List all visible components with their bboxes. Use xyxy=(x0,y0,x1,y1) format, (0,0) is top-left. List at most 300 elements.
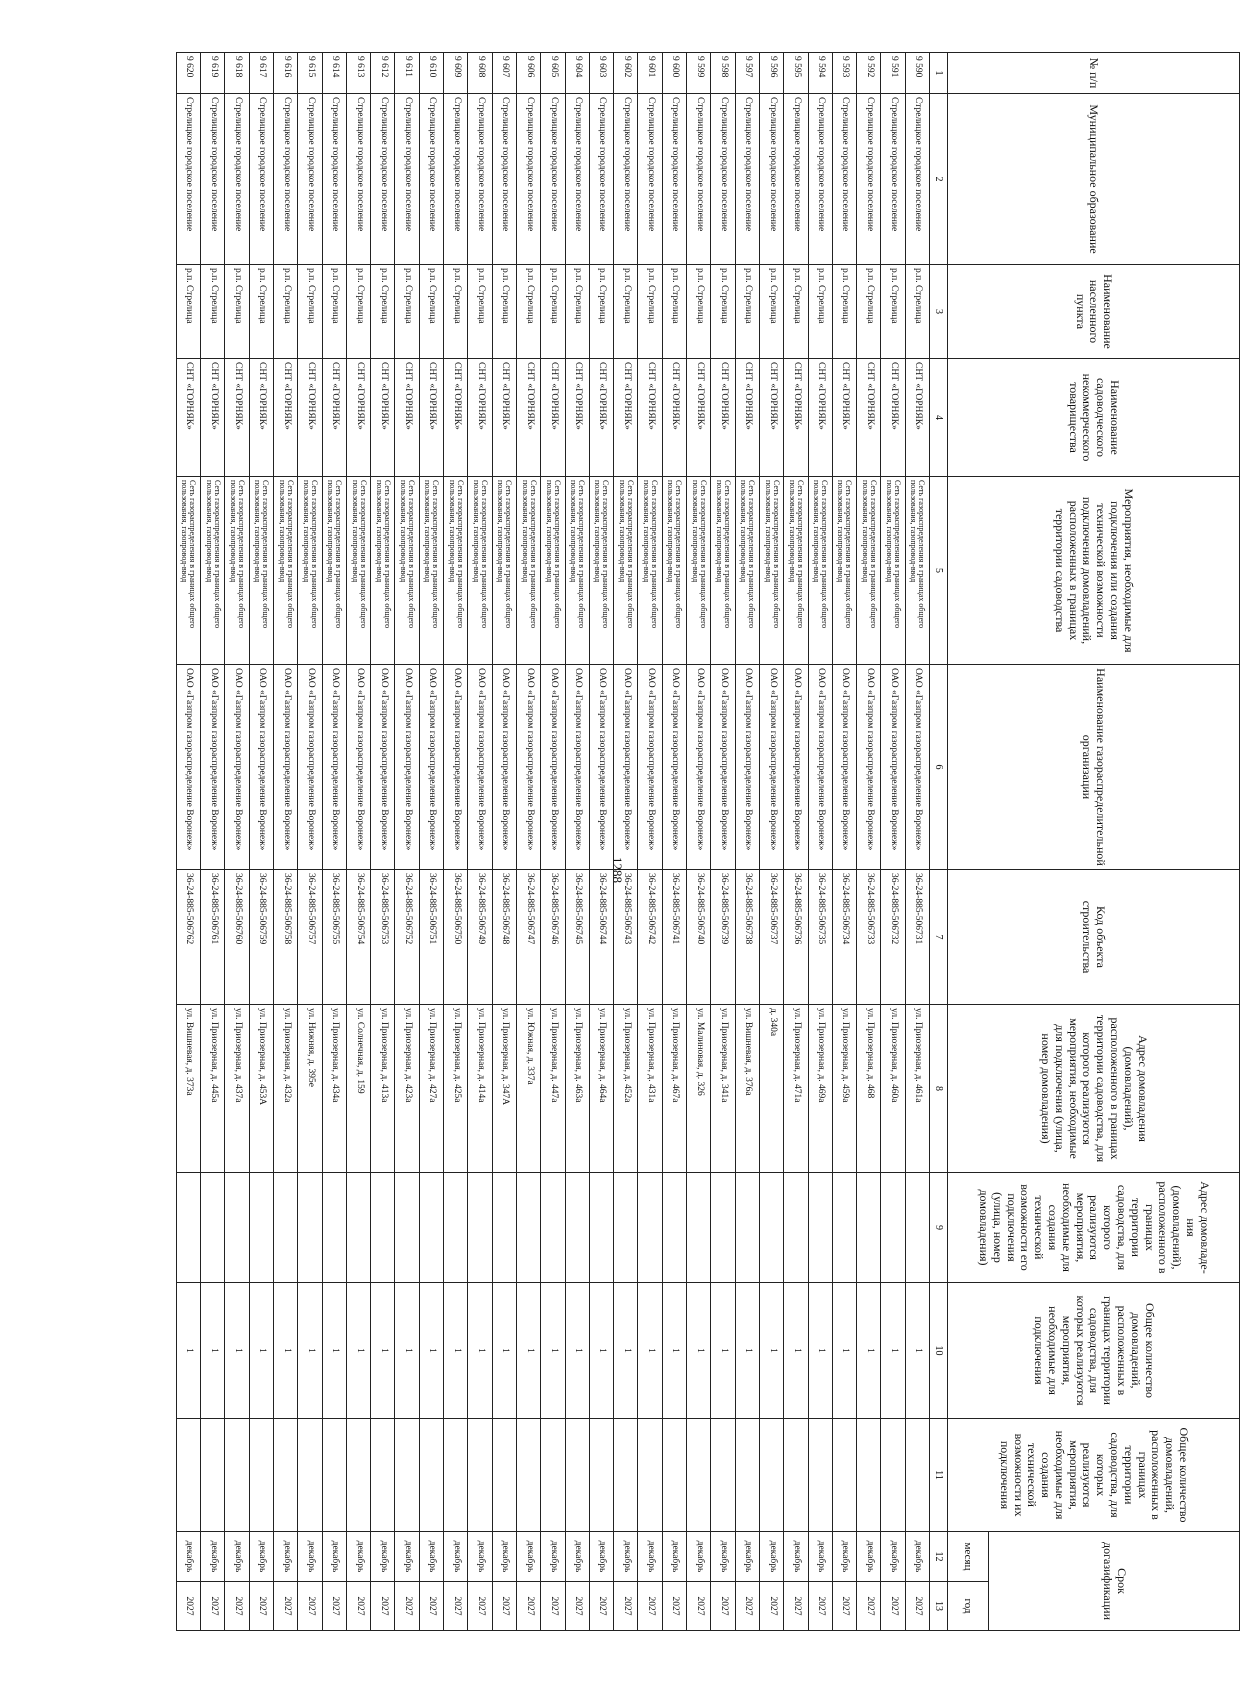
cell-gas-org: ОАО «Газпром газораспределение Воронеж» xyxy=(516,665,540,870)
cell-address-technical xyxy=(857,1173,881,1283)
cell-count-technical xyxy=(468,1419,492,1532)
cell-snt-name: СНТ «ГОРНЯК» xyxy=(492,359,516,477)
cell-measures: Сеть газораспределения в границах общего пользования, газопровод-ввод xyxy=(492,477,516,665)
cell-address-connection: ул. Приозерная, д. 469а xyxy=(808,1005,832,1173)
cell-row-number: 9 611 xyxy=(395,53,419,94)
cell-settlement: р.п. Стрелица xyxy=(565,265,589,359)
cell-year: 2027 xyxy=(711,1582,735,1631)
cell-address-connection: ул. Приозерная, д. 431а xyxy=(638,1005,662,1173)
cell-row-number: 9 600 xyxy=(662,53,686,94)
cell-measures: Сеть газораспределения в границах общего пользования, газопровод-ввод xyxy=(419,477,443,665)
cell-count-technical xyxy=(759,1419,783,1532)
cell-gas-org: ОАО «Газпром газораспределение Воронеж» xyxy=(687,665,711,870)
cell-gas-org: ОАО «Газпром газораспределение Воронеж» xyxy=(808,665,832,870)
cell-count-connection: 1 xyxy=(881,1283,905,1419)
cell-count-connection: 1 xyxy=(784,1283,808,1419)
table-row xyxy=(832,53,856,1631)
cell-object-code: 36-24-885-506753 xyxy=(371,870,395,1005)
cell-object-code: 36-24-885-506744 xyxy=(589,870,613,1005)
cell-year: 2027 xyxy=(225,1582,249,1631)
cell-gas-org: ОАО «Газпром газораспределение Воронеж» xyxy=(468,665,492,870)
table-row xyxy=(298,53,322,1631)
cell-address-technical xyxy=(759,1173,783,1283)
cell-settlement: р.п. Стрелица xyxy=(638,265,662,359)
cell-address-technical xyxy=(541,1173,565,1283)
cell-object-code: 36-24-885-506759 xyxy=(249,870,273,1005)
table-row xyxy=(565,53,589,1631)
cell-month: декабрь xyxy=(249,1532,273,1582)
cell-row-number: 9 619 xyxy=(201,53,225,94)
cell-object-code: 36-24-885-506738 xyxy=(735,870,759,1005)
cell-measures: Сеть газораспределения в границах общего пользования, газопровод-ввод xyxy=(662,477,686,665)
cell-settlement: р.п. Стрелица xyxy=(662,265,686,359)
cell-month: декабрь xyxy=(395,1532,419,1582)
table-row xyxy=(687,53,711,1631)
cell-count-connection: 1 xyxy=(832,1283,856,1419)
cell-snt-name: СНТ «ГОРНЯК» xyxy=(662,359,686,477)
cell-object-code: 36-24-885-506748 xyxy=(492,870,516,1005)
cell-settlement: р.п. Стрелица xyxy=(735,265,759,359)
cell-month: декабрь xyxy=(492,1532,516,1582)
cell-object-code: 36-24-885-506762 xyxy=(176,870,200,1005)
cell-gas-org: ОАО «Газпром газораспределение Воронеж» xyxy=(832,665,856,870)
cell-measures: Сеть газораспределения в границах общего пользования, газопровод-ввод xyxy=(468,477,492,665)
cell-municipality: Стрелицкое городское поселение xyxy=(176,94,200,265)
header-object-code: Код объекта строительства xyxy=(948,870,1240,1005)
cell-municipality: Стрелицкое городское поселение xyxy=(881,94,905,265)
cell-month: декабрь xyxy=(857,1532,881,1582)
cell-count-connection: 1 xyxy=(298,1283,322,1419)
cell-count-technical xyxy=(711,1419,735,1532)
cell-address-connection: ул. Приозерная, д. 413а xyxy=(371,1005,395,1173)
cell-municipality: Стрелицкое городское поселение xyxy=(468,94,492,265)
cell-object-code: 36-24-885-506739 xyxy=(711,870,735,1005)
cell-municipality: Стрелицкое городское поселение xyxy=(201,94,225,265)
cell-month: декабрь xyxy=(201,1532,225,1582)
cell-measures: Сеть газораспределения в границах общего пользования, газопровод-ввод xyxy=(249,477,273,665)
cell-address-connection: ул. Приозерная, д. 447а xyxy=(541,1005,565,1173)
cell-row-number: 9 614 xyxy=(322,53,346,94)
cell-row-number: 9 595 xyxy=(784,53,808,94)
cell-gas-org: ОАО «Газпром газораспределение Воронеж» xyxy=(662,665,686,870)
cell-address-connection: ул. Приозерная, д. 460а xyxy=(881,1005,905,1173)
cell-object-code: 36-24-885-506749 xyxy=(468,870,492,1005)
cell-row-number: 9 613 xyxy=(346,53,370,94)
cell-municipality: Стрелицкое городское поселение xyxy=(298,94,322,265)
cell-address-technical xyxy=(589,1173,613,1283)
cell-address-connection: ул. Приозерная, д. 445а xyxy=(201,1005,225,1173)
cell-month: декабрь xyxy=(346,1532,370,1582)
cell-gas-org: ОАО «Газпром газораспределение Воронеж» xyxy=(322,665,346,870)
cell-address-connection: ул. Приозерная, д. 459а xyxy=(832,1005,856,1173)
cell-address-connection: ул. Приозерная, д. 423а xyxy=(395,1005,419,1173)
cell-address-technical xyxy=(711,1173,735,1283)
cell-municipality: Стрелицкое городское поселение xyxy=(395,94,419,265)
cell-count-technical xyxy=(298,1419,322,1532)
cell-month: декабрь xyxy=(711,1532,735,1582)
cell-municipality: Стрелицкое городское поселение xyxy=(808,94,832,265)
cell-count-technical xyxy=(541,1419,565,1532)
cell-object-code: 36-24-885-506741 xyxy=(662,870,686,1005)
cell-object-code: 36-24-885-506743 xyxy=(614,870,638,1005)
cell-object-code: 36-24-885-506742 xyxy=(638,870,662,1005)
cell-address-technical xyxy=(201,1173,225,1283)
cell-gas-org: ОАО «Газпром газораспределение Воронеж» xyxy=(711,665,735,870)
table-row xyxy=(516,53,540,1631)
cell-gas-org: ОАО «Газпром газораспределение Воронеж» xyxy=(176,665,200,870)
cell-snt-name: СНТ «ГОРНЯК» xyxy=(516,359,540,477)
cell-address-connection: ул. Приозерная, д. 471а xyxy=(784,1005,808,1173)
cell-object-code: 36-24-885-506760 xyxy=(225,870,249,1005)
cell-gas-org: ОАО «Газпром газораспределение Воронеж» xyxy=(565,665,589,870)
cell-snt-name: СНТ «ГОРНЯК» xyxy=(735,359,759,477)
header-deadline: Срок догазификации xyxy=(989,1532,1240,1631)
cell-gas-org: ОАО «Газпром газораспределение Воронеж» xyxy=(249,665,273,870)
cell-row-number: 9 617 xyxy=(249,53,273,94)
cell-object-code: 36-24-885-506734 xyxy=(832,870,856,1005)
cell-snt-name: СНТ «ГОРНЯК» xyxy=(808,359,832,477)
cell-count-technical xyxy=(614,1419,638,1532)
cell-address-technical xyxy=(808,1173,832,1283)
cell-gas-org: ОАО «Газпром газораспределение Воронеж» xyxy=(346,665,370,870)
cell-measures: Сеть газораспределения в границах общего пользования, газопровод-ввод xyxy=(857,477,881,665)
cell-gas-org: ОАО «Газпром газораспределение Воронеж» xyxy=(444,665,468,870)
cell-address-connection: ул. Приозерная, д. 437а xyxy=(225,1005,249,1173)
cell-measures: Сеть газораспределения в границах общего пользования, газопровод-ввод xyxy=(298,477,322,665)
cell-address-technical xyxy=(273,1173,297,1283)
cell-gas-org: ОАО «Газпром газораспределение Воронеж» xyxy=(905,665,929,870)
cell-count-technical xyxy=(371,1419,395,1532)
cell-count-connection: 1 xyxy=(541,1283,565,1419)
cell-address-technical xyxy=(346,1173,370,1283)
header-row-number: № п/п xyxy=(948,53,1240,94)
cell-row-number: 9 597 xyxy=(735,53,759,94)
cell-address-technical xyxy=(322,1173,346,1283)
cell-snt-name: СНТ «ГОРНЯК» xyxy=(444,359,468,477)
cell-snt-name: СНТ «ГОРНЯК» xyxy=(371,359,395,477)
table-body xyxy=(176,53,929,1631)
cell-gas-org: ОАО «Газпром газораспределение Воронеж» xyxy=(492,665,516,870)
cell-gas-org: ОАО «Газпром газораспределение Воронеж» xyxy=(589,665,613,870)
cell-count-connection: 1 xyxy=(516,1283,540,1419)
cell-month: декабрь xyxy=(273,1532,297,1582)
cell-year: 2027 xyxy=(468,1582,492,1631)
cell-year: 2027 xyxy=(419,1582,443,1631)
table-row xyxy=(346,53,370,1631)
cell-settlement: р.п. Стрелица xyxy=(273,265,297,359)
cell-measures: Сеть газораспределения в границах общего пользования, газопровод-ввод xyxy=(735,477,759,665)
cell-snt-name: СНТ «ГОРНЯК» xyxy=(201,359,225,477)
table-row xyxy=(905,53,929,1631)
cell-object-code: 36-24-885-506757 xyxy=(298,870,322,1005)
header-count-connection: Общее количество домовладений, расположенных в границах территории садоводства, для которых реализуются мероприятия, необходимые для подключения xyxy=(948,1283,1240,1419)
table-row xyxy=(662,53,686,1631)
cell-gas-org: ОАО «Газпром газораспределение Воронеж» xyxy=(759,665,783,870)
cell-row-number: 9 615 xyxy=(298,53,322,94)
cell-object-code: 36-24-885-506752 xyxy=(395,870,419,1005)
cell-year: 2027 xyxy=(638,1582,662,1631)
cell-count-connection: 1 xyxy=(444,1283,468,1419)
cell-count-technical xyxy=(662,1419,686,1532)
cell-row-number: 9 607 xyxy=(492,53,516,94)
cell-gas-org: ОАО «Газпром газораспределение Воронеж» xyxy=(541,665,565,870)
table-row xyxy=(735,53,759,1631)
cell-snt-name: СНТ «ГОРНЯК» xyxy=(395,359,419,477)
cell-count-technical xyxy=(808,1419,832,1532)
cell-row-number: 9 592 xyxy=(857,53,881,94)
cell-settlement: р.п. Стрелица xyxy=(492,265,516,359)
table-row xyxy=(808,53,832,1631)
cell-measures: Сеть газораспределения в границах общего пользования, газопровод-ввод xyxy=(638,477,662,665)
cell-count-technical xyxy=(395,1419,419,1532)
cell-address-technical xyxy=(614,1173,638,1283)
cell-count-technical xyxy=(201,1419,225,1532)
cell-measures: Сеть газораспределения в границах общего пользования, газопровод-ввод xyxy=(371,477,395,665)
cell-count-technical xyxy=(905,1419,929,1532)
cell-count-technical xyxy=(273,1419,297,1532)
cell-address-connection: ул. Приозерная, д. 468 xyxy=(857,1005,881,1173)
cell-measures: Сеть газораспределения в границах общего пользования, газопровод-ввод xyxy=(273,477,297,665)
cell-year: 2027 xyxy=(492,1582,516,1631)
cell-row-number: 9 609 xyxy=(444,53,468,94)
cell-count-technical xyxy=(419,1419,443,1532)
cell-municipality: Стрелицкое городское поселение xyxy=(589,94,613,265)
cell-snt-name: СНТ «ГОРНЯК» xyxy=(225,359,249,477)
cell-municipality: Стрелицкое городское поселение xyxy=(322,94,346,265)
cell-row-number: 9 612 xyxy=(371,53,395,94)
cell-row-number: 9 606 xyxy=(516,53,540,94)
cell-measures: Сеть газораспределения в границах общего пользования, газопровод-ввод xyxy=(687,477,711,665)
cell-settlement: р.п. Стрелица xyxy=(905,265,929,359)
cell-address-technical xyxy=(298,1173,322,1283)
cell-address-technical xyxy=(492,1173,516,1283)
cell-gas-org: ОАО «Газпром газораспределение Воронеж» xyxy=(614,665,638,870)
cell-settlement: р.п. Стрелица xyxy=(832,265,856,359)
cell-measures: Сеть газораспределения в границах общего пользования, газопровод-ввод xyxy=(201,477,225,665)
cell-count-technical xyxy=(346,1419,370,1532)
cell-year: 2027 xyxy=(808,1582,832,1631)
cell-count-connection: 1 xyxy=(735,1283,759,1419)
cell-gas-org: ОАО «Газпром газораспределение Воронеж» xyxy=(857,665,881,870)
cell-gas-org: ОАО «Газпром газораспределение Воронеж» xyxy=(273,665,297,870)
cell-row-number: 9 594 xyxy=(808,53,832,94)
column-number: 8 xyxy=(930,1005,948,1173)
cell-settlement: р.п. Стрелица xyxy=(808,265,832,359)
cell-address-connection: ул. Солнечная, д. 159 xyxy=(346,1005,370,1173)
table-row xyxy=(784,53,808,1631)
cell-month: декабрь xyxy=(565,1532,589,1582)
cell-snt-name: СНТ «ГОРНЯК» xyxy=(346,359,370,477)
cell-snt-name: СНТ «ГОРНЯК» xyxy=(687,359,711,477)
cell-address-technical xyxy=(832,1173,856,1283)
table-row xyxy=(541,53,565,1631)
column-number: 12 xyxy=(930,1532,948,1582)
cell-count-technical xyxy=(687,1419,711,1532)
cell-municipality: Стрелицкое городское поселение xyxy=(346,94,370,265)
cell-row-number: 9 618 xyxy=(225,53,249,94)
cell-year: 2027 xyxy=(298,1582,322,1631)
cell-settlement: р.п. Стрелица xyxy=(201,265,225,359)
cell-settlement: р.п. Стрелица xyxy=(759,265,783,359)
cell-month: декабрь xyxy=(176,1532,200,1582)
cell-month: декабрь xyxy=(881,1532,905,1582)
cell-snt-name: СНТ «ГОРНЯК» xyxy=(614,359,638,477)
cell-year: 2027 xyxy=(371,1582,395,1631)
cell-year: 2027 xyxy=(662,1582,686,1631)
cell-year: 2027 xyxy=(857,1582,881,1631)
cell-municipality: Стрелицкое городское поселение xyxy=(225,94,249,265)
cell-year: 2027 xyxy=(881,1582,905,1631)
cell-municipality: Стрелицкое городское поселение xyxy=(832,94,856,265)
cell-snt-name: СНТ «ГОРНЯК» xyxy=(832,359,856,477)
table-row xyxy=(492,53,516,1631)
cell-address-technical xyxy=(516,1173,540,1283)
cell-snt-name: СНТ «ГОРНЯК» xyxy=(857,359,881,477)
cell-settlement: р.п. Стрелица xyxy=(176,265,200,359)
cell-address-connection: ул. Южная, д. 337а xyxy=(516,1005,540,1173)
cell-municipality: Стрелицкое городское поселение xyxy=(784,94,808,265)
cell-address-connection: ул. Вишневая, д. 373а xyxy=(176,1005,200,1173)
cell-snt-name: СНТ «ГОРНЯК» xyxy=(541,359,565,477)
cell-snt-name: СНТ «ГОРНЯК» xyxy=(784,359,808,477)
cell-month: декабрь xyxy=(735,1532,759,1582)
cell-municipality: Стрелицкое городское поселение xyxy=(638,94,662,265)
cell-row-number: 9 605 xyxy=(541,53,565,94)
cell-measures: Сеть газораспределения в границах общего пользования, газопровод-ввод xyxy=(565,477,589,665)
cell-settlement: р.п. Стрелица xyxy=(541,265,565,359)
cell-month: декабрь xyxy=(614,1532,638,1582)
cell-measures: Сеть газораспределения в границах общего пользования, газопровод-ввод xyxy=(711,477,735,665)
cell-count-connection: 1 xyxy=(759,1283,783,1419)
cell-row-number: 9 602 xyxy=(614,53,638,94)
header-count-technical: Общее количество домовладений, расположенных в границах территории садоводства, для которых реализуются мероприятия, необходимые для создания технической возможности их подключения xyxy=(948,1419,1240,1532)
cell-settlement: р.п. Стрелица xyxy=(322,265,346,359)
cell-month: декабрь xyxy=(468,1532,492,1582)
cell-measures: Сеть газораспределения в границах общего пользования, газопровод-ввод xyxy=(516,477,540,665)
cell-snt-name: СНТ «ГОРНЯК» xyxy=(881,359,905,477)
cell-month: декабрь xyxy=(905,1532,929,1582)
table-row xyxy=(249,53,273,1631)
cell-address-connection: ул. Вишневая, д. 376а xyxy=(735,1005,759,1173)
cell-row-number: 9 601 xyxy=(638,53,662,94)
cell-year: 2027 xyxy=(589,1582,613,1631)
cell-settlement: р.п. Стрелица xyxy=(419,265,443,359)
cell-year: 2027 xyxy=(905,1582,929,1631)
cell-row-number: 9 590 xyxy=(905,53,929,94)
cell-row-number: 9 593 xyxy=(832,53,856,94)
table-row xyxy=(638,53,662,1631)
cell-settlement: р.п. Стрелица xyxy=(784,265,808,359)
cell-address-connection: ул. Приозерная, д. 461а xyxy=(905,1005,929,1173)
cell-municipality: Стрелицкое городское поселение xyxy=(759,94,783,265)
table-row xyxy=(225,53,249,1631)
cell-settlement: р.п. Стрелица xyxy=(857,265,881,359)
column-number: 7 xyxy=(930,870,948,1005)
cell-count-connection: 1 xyxy=(201,1283,225,1419)
cell-address-technical xyxy=(662,1173,686,1283)
table-row xyxy=(614,53,638,1631)
cell-row-number: 9 608 xyxy=(468,53,492,94)
cell-snt-name: СНТ «ГОРНЯК» xyxy=(249,359,273,477)
cell-month: декабрь xyxy=(444,1532,468,1582)
cell-count-connection: 1 xyxy=(322,1283,346,1419)
cell-count-connection: 1 xyxy=(808,1283,832,1419)
cell-object-code: 36-24-885-506736 xyxy=(784,870,808,1005)
cell-object-code: 36-24-885-506750 xyxy=(444,870,468,1005)
cell-municipality: Стрелицкое городское поселение xyxy=(273,94,297,265)
cell-snt-name: СНТ «ГОРНЯК» xyxy=(565,359,589,477)
header-gas-org: Наименование газораспределительной организации xyxy=(948,665,1240,870)
cell-measures: Сеть газораспределения в границах общего пользования, газопровод-ввод xyxy=(225,477,249,665)
cell-year: 2027 xyxy=(784,1582,808,1631)
cell-year: 2027 xyxy=(759,1582,783,1631)
cell-settlement: р.п. Стрелица xyxy=(687,265,711,359)
cell-month: декабрь xyxy=(322,1532,346,1582)
cell-address-connection: ул. Приозерная, д. 427а xyxy=(419,1005,443,1173)
cell-settlement: р.п. Стрелица xyxy=(516,265,540,359)
cell-address-technical xyxy=(444,1173,468,1283)
cell-count-technical xyxy=(225,1419,249,1532)
cell-municipality: Стрелицкое городское поселение xyxy=(249,94,273,265)
cell-count-connection: 1 xyxy=(711,1283,735,1419)
column-number: 3 xyxy=(930,265,948,359)
cell-address-connection: ул. Приозерная, д. 347А xyxy=(492,1005,516,1173)
table-row xyxy=(419,53,443,1631)
cell-settlement: р.п. Стрелица xyxy=(711,265,735,359)
cell-municipality: Стрелицкое городское поселение xyxy=(905,94,929,265)
cell-year: 2027 xyxy=(176,1582,200,1631)
rotated-table-sheet xyxy=(130,52,1240,1630)
cell-address-connection: ул. Малиновая, д. 326 xyxy=(687,1005,711,1173)
cell-count-technical xyxy=(492,1419,516,1532)
cell-settlement: р.п. Стрелица xyxy=(298,265,322,359)
cell-count-connection: 1 xyxy=(419,1283,443,1419)
cell-count-connection: 1 xyxy=(346,1283,370,1419)
cell-address-technical xyxy=(687,1173,711,1283)
cell-count-technical xyxy=(735,1419,759,1532)
cell-count-connection: 1 xyxy=(371,1283,395,1419)
cell-snt-name: СНТ «ГОРНЯК» xyxy=(711,359,735,477)
cell-year: 2027 xyxy=(346,1582,370,1631)
cell-address-technical xyxy=(468,1173,492,1283)
column-number: 1 xyxy=(930,53,948,94)
cell-address-technical xyxy=(176,1173,200,1283)
cell-month: декабрь xyxy=(687,1532,711,1582)
cell-address-connection: ул. Приозерная, д. 452а xyxy=(614,1005,638,1173)
cell-snt-name: СНТ «ГОРНЯК» xyxy=(759,359,783,477)
cell-object-code: 36-24-885-506732 xyxy=(881,870,905,1005)
cell-municipality: Стрелицкое городское поселение xyxy=(857,94,881,265)
cell-count-connection: 1 xyxy=(395,1283,419,1419)
header-municipality: Муниципальное образование xyxy=(948,94,1240,265)
cell-address-connection: ул. Приозерная, д. 432а xyxy=(273,1005,297,1173)
cell-object-code: 36-24-885-506735 xyxy=(808,870,832,1005)
header-address-connection: Адрес домовладения (домовладений), расположенного в границах территории садоводства, для которого реализуются мероприятия, необходимые для подключения (улица, номер домовладения) xyxy=(948,1005,1240,1173)
cell-object-code: 36-24-885-506751 xyxy=(419,870,443,1005)
cell-count-technical xyxy=(516,1419,540,1532)
cell-object-code: 36-24-885-506755 xyxy=(322,870,346,1005)
cell-year: 2027 xyxy=(516,1582,540,1631)
cell-snt-name: СНТ «ГОРНЯК» xyxy=(905,359,929,477)
cell-address-technical xyxy=(565,1173,589,1283)
cell-object-code: 36-24-885-506754 xyxy=(346,870,370,1005)
cell-municipality: Стрелицкое городское поселение xyxy=(735,94,759,265)
cell-municipality: Стрелицкое городское поселение xyxy=(419,94,443,265)
cell-address-connection: ул. Приозерная, д. 414а xyxy=(468,1005,492,1173)
cell-count-connection: 1 xyxy=(176,1283,200,1419)
cell-month: декабрь xyxy=(759,1532,783,1582)
cell-settlement: р.п. Стрелица xyxy=(371,265,395,359)
